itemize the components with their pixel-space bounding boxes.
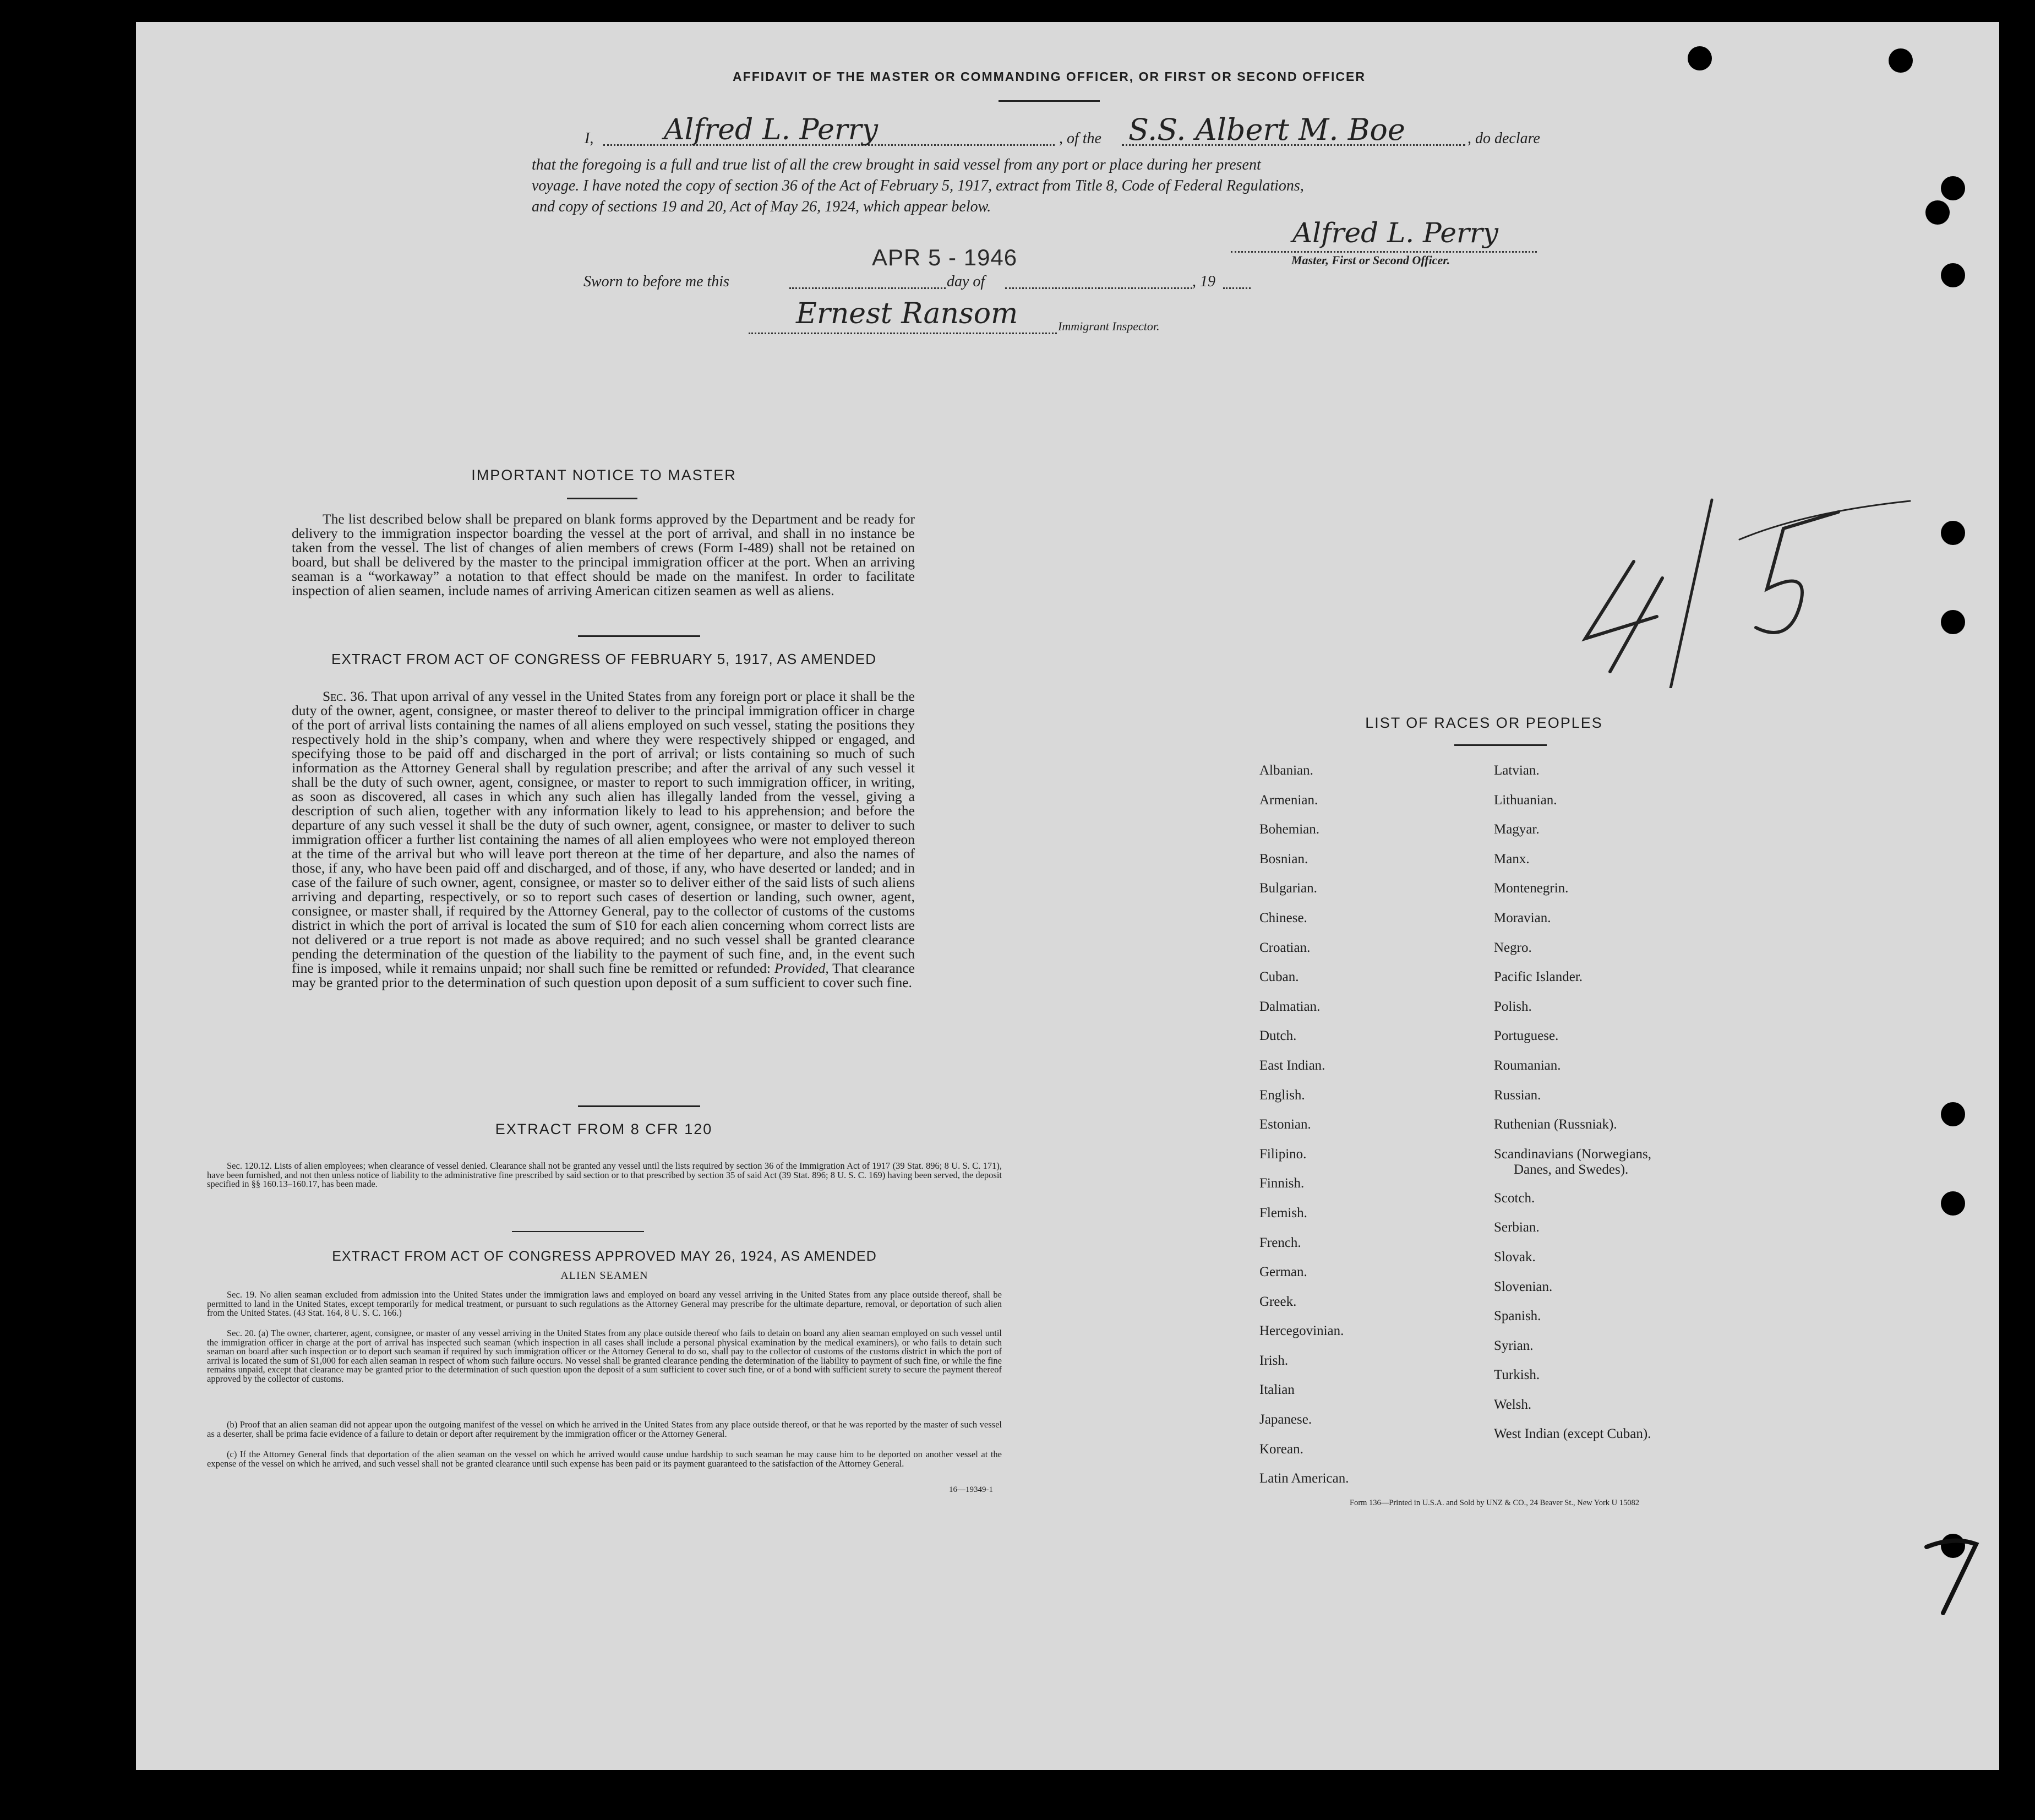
of-the-label: , of the — [1059, 130, 1101, 147]
race-item: Japanese. — [1259, 1412, 1312, 1427]
race-item: Flemish. — [1259, 1205, 1307, 1220]
race-item: Latin American. — [1259, 1471, 1349, 1486]
race-item: Greek. — [1259, 1294, 1297, 1309]
race-item: Italian — [1259, 1382, 1295, 1398]
race-item: Dalmatian. — [1259, 999, 1321, 1014]
race-item: Negro. — [1494, 940, 1532, 955]
race-item: Dutch. — [1259, 1028, 1297, 1044]
race-item: Turkish. — [1494, 1367, 1540, 1383]
divider — [1454, 744, 1547, 746]
affidavit-i-label: I, — [585, 130, 594, 147]
divider — [512, 1231, 644, 1232]
alien-seamen-subtitle: ALIEN SEAMEN — [560, 1269, 648, 1282]
race-item: Latvian. — [1494, 763, 1540, 778]
race-item: Korean. — [1259, 1441, 1303, 1457]
race-item: Bosnian. — [1259, 851, 1308, 867]
form-printer-note: Form 136—Printed in U.S.A. and Sold by UNZ & CO., 24 Beaver St., New York U 15082 — [1350, 1498, 1640, 1507]
races-title: LIST OF RACES OR PEOPLES — [1365, 715, 1603, 731]
master-signature-handwritten: Alfred L. Perry — [1292, 217, 1499, 249]
punch-hole — [1941, 263, 1965, 287]
punch-hole — [1941, 1191, 1965, 1216]
race-item: Irish. — [1259, 1353, 1289, 1368]
notice-title: IMPORTANT NOTICE TO MASTER — [471, 467, 736, 483]
month-blank — [1005, 287, 1192, 289]
punch-hole — [1941, 176, 1965, 200]
divider — [578, 1105, 700, 1107]
race-item: East Indian. — [1259, 1058, 1325, 1073]
race-item: Ruthenian (Russniak). — [1494, 1117, 1617, 1132]
race-item: Finnish. — [1259, 1176, 1305, 1191]
race-item: German. — [1259, 1265, 1307, 1280]
vessel-handwritten: S.S. Albert M. Boe — [1128, 112, 1405, 147]
section-19-text: Sec. 19. No alien seaman excluded from admission into the United States under the immigration laws and employed on board any vessel arriving in the United States from any place outside thereof, shall be permitted to land in the United States, except temporarily for medical treatment, or pursuant to such regulations as the Attorney General may prescribe for the ultimate departure, removal, or deportation of such alien from the United States. (43 Stat. 164, 8 U. S. C. 166.) — [207, 1289, 1002, 1318]
race-item: Scotch. — [1494, 1190, 1535, 1206]
race-item: Croatian. — [1259, 940, 1311, 955]
race-item: French. — [1259, 1235, 1301, 1250]
race-item: Welsh. — [1494, 1397, 1532, 1412]
punch-hole — [1941, 610, 1965, 634]
provided-label: Provided, — [774, 960, 829, 976]
do-declare-label: , do declare — [1467, 130, 1540, 147]
race-item: Polish. — [1494, 999, 1532, 1014]
race-item: Bulgarian. — [1259, 881, 1317, 896]
master-name-handwritten: Alfred L. Perry — [664, 113, 878, 146]
divider — [578, 635, 700, 637]
punch-hole — [1889, 48, 1913, 73]
section-20c-text: (c) If the Attorney General finds that deportation of the alien seaman on the vessel on which he arrived would cause undue hardship to such seaman he may cause him to be deported on another vessel at the expense of the vessel on which he arrived, and such vessel shall not be granted clearance until such expense has been paid or its payment guaranteed to the satisfaction of the Attorney General. — [207, 1449, 1002, 1469]
inspector-caption: Immigrant Inspector. — [1058, 319, 1160, 333]
race-item: Cuban. — [1259, 969, 1299, 985]
race-item: Chinese. — [1259, 910, 1307, 925]
section-20a-text: Sec. 20. (a) The owner, charterer, agent, consignee, or master of any vessel arriving in the United States from any place outside thereof who fails to detain on board any alien seaman employed on such vessel until the immigration officer in charge at the port of arrival has inspected such seaman (which inspection in all cases shall include a personal physical examination by the medical examiners), or who fails to detain such seaman on board after such inspection or to deport such seaman if required by such immigration officer or the Attorney General to do so, shall pay to the collector of customs of the customs district in which the port of arrival is located the sum of $1,000 for each alien seaman in respect of whom such failure occurs. No vessel shall be granted clearance pending the determination of the liability to payment of such fine, or while the fine remains unpaid, except that clearance may be granted prior to the determination of such question upon the deposit of a sum sufficient to cover such fine, or of a bond with sufficient surety to secure the payment thereof approved by the collector of customs. — [207, 1328, 1002, 1384]
race-item: Hercegovinian. — [1259, 1323, 1344, 1339]
punch-hole — [1925, 200, 1950, 225]
race-item: Montenegrin. — [1494, 881, 1569, 896]
signature-line — [1231, 251, 1537, 253]
race-item: Slovak. — [1494, 1249, 1536, 1265]
day-of-label: day of — [947, 273, 985, 290]
notice-body: The list described below shall be prepared on blank forms approved by the Department and be ready for delivery to the immigration inspector boarding the vessel at the port of arrival, and shall in no instance be taken from the vessel. The list of changes of alien members of crews (Form I-489) shall not be retained on board, but shall be delivered by the master to the principal immigration officer at the port. When an arriving seaman is a “workaway” a notation to that effect should be made on the manifest. In order to facilitate inspection of alien seamen, include names of arriving American citizen seamen as well as aliens. — [292, 511, 915, 598]
race-item: Pacific Islander. — [1494, 969, 1583, 985]
race-item: English. — [1259, 1087, 1305, 1103]
race-item: Syrian. — [1494, 1338, 1534, 1353]
race-item: Roumanian. — [1494, 1058, 1561, 1073]
race-item: Bohemian. — [1259, 822, 1320, 837]
extract-cfr-body: Sec. 120.12. Lists of alien employees; when clearance of vessel denied. Clearance shall not be granted any vessel until the lists required by section 36 of the Immigration Act of 1917 (39 Stat. 896; 8 U. S. C. 171), have been furnished, and not then unless notice of liability to the administrative fine prescribed by said section or to that prescribed by section 35 of said Act (39 Stat. 896; 8 U. S. C. 169) having been served, the deposit specified in §§ 160.13–160.17, has been made. — [207, 1160, 1002, 1189]
section-label: Sec. 36. — [323, 688, 368, 704]
date-stamp: APR 5 - 1946 — [872, 244, 1018, 270]
sworn-label: Sworn to before me this — [583, 273, 729, 290]
extract-1917-body — [292, 689, 915, 990]
race-item: Lithuanian. — [1494, 792, 1557, 808]
print-code: 16—19349-1 — [949, 1485, 993, 1494]
section-36-text: That upon arrival of any vessel in the United States from any foreign port or place it shall be the duty of the owner, agent, consignee, or master thereof to deliver to the principal immigration officer in charge of the port of arrival lists containing the names of all aliens employed on such vessel, stating the positions they respectively hold in the ship’s company, when and where they were respectively shipped or engaged, and specifying those to be paid off and discharged in the port of arrival; or lists containing so much of such information as the Attorney General shall by regulation prescribe; and after the arrival of any such vessel it shall be the duty of such owner, agent, consignee, or master to report to such immigration officer, in writing, as soon as discovered, all cases in which any such alien has illegally landed from the vessel, giving a description of such alien, together with any information likely to lead to his apprehension; and before the departure of any such vessel it shall be the duty of such owner, agent, consignee, or master to deliver to such immigration officer a further list containing the names of all alien employees who were not employed thereon at the time of the arrival but who will leave port thereon at the time of her departure, and also the names of those, if any, who have been paid off and discharged, and of those, if any, who have deserted or landed; and in case of the failure of such owner, agent, consignee, or master so to deliver either of the said lists of such aliens arriving and departing, respectively, or so to report such cases of desertion or landing, such owner, agent, consignee, or master shall, if required by the Attorney General, pay to the collector of customs of the customs district in which the port of arrival is located the sum of $10 for each alien concerning whom correct lists are not delivered or a true report is not made as above required; and no such vessel shall be granted clearance pending the determination of the question of the liability to the payment of such fine, and, in the event such fine is imposed, while it remains unpaid; nor shall such fine be remitted or refunded: — [292, 688, 915, 976]
day-blank — [789, 287, 946, 289]
year-label: , 19 — [1192, 273, 1215, 290]
section-36-text-end: That clearance may be granted prior to the determination of such question upon deposit of a sum sufficient to cover such fine. — [292, 960, 915, 990]
race-item: Magyar. — [1494, 822, 1540, 837]
punch-hole — [1688, 46, 1712, 70]
race-item: Spanish. — [1494, 1309, 1541, 1324]
races-right-column — [1494, 763, 1651, 1456]
divider — [999, 100, 1100, 102]
race-item: Portuguese. — [1494, 1028, 1559, 1044]
affidavit-line-3: voyage. I have noted the copy of section 36 of the Act of February 5, 1917, extract from Title 8, Code of Federal Regulations, — [532, 177, 1304, 194]
affidavit-title: AFFIDAVIT OF THE MASTER OR COMMANDING OFFICER, OR FIRST OR SECOND OFFICER — [733, 69, 1366, 84]
affidavit-line-4: and copy of sections 19 and 20, Act of May 26, 1924, which appear below. — [532, 198, 991, 215]
year-blank — [1223, 287, 1251, 289]
race-item: Moravian. — [1494, 910, 1551, 925]
races-left-column — [1259, 763, 1349, 1501]
race-item: Slovenian. — [1494, 1279, 1553, 1294]
inspector-signature-handwritten: Ernest Ransom — [796, 297, 1018, 330]
divider — [567, 498, 637, 499]
punch-hole — [1941, 1102, 1965, 1126]
race-item: Filipino. — [1259, 1146, 1307, 1162]
handwritten-mark-4-5 — [1574, 490, 1916, 688]
affidavit-line-2: that the foregoing is a full and true list of all the crew brought in said vessel from any port or place during her present — [532, 156, 1261, 173]
race-item: Albanian. — [1259, 763, 1313, 778]
race-item: Manx. — [1494, 851, 1530, 867]
section-20b-text: (b) Proof that an alien seaman did not appear upon the outgoing manifest of the vessel on which he arrived in the United States from any place outside thereof, or that he was reported by the master of such vessel as a deserter, shall be prima facie evidence of a failure to detain or deport after requirement by the immigration officer or the Attorney General. — [207, 1419, 1002, 1439]
race-item: Estonian. — [1259, 1117, 1311, 1132]
handwritten-mark-text: 4/5 — [1574, 490, 1575, 491]
inspector-line — [749, 333, 1057, 334]
punch-hole — [1941, 521, 1965, 545]
race-item: Armenian. — [1259, 792, 1318, 808]
race-item: Danes, and Swedes). — [1514, 1162, 1629, 1177]
race-item: Russian. — [1494, 1087, 1541, 1103]
signature-caption: Master, First or Second Officer. — [1291, 253, 1450, 267]
corner-handwritten-mark — [1921, 1525, 1987, 1619]
race-item: West Indian (except Cuban). — [1494, 1426, 1651, 1442]
extract-1924-title: EXTRACT FROM ACT OF CONGRESS APPROVED MAY 26, 1924, AS AMENDED — [332, 1249, 877, 1264]
extract-1917-title: EXTRACT FROM ACT OF CONGRESS OF FEBRUARY 5, 1917, AS AMENDED — [331, 651, 876, 667]
race-item: Serbian. — [1494, 1220, 1540, 1235]
extract-cfr-title: EXTRACT FROM 8 CFR 120 — [495, 1121, 713, 1137]
race-item: Scandinavians (Norwegians, — [1494, 1146, 1652, 1162]
